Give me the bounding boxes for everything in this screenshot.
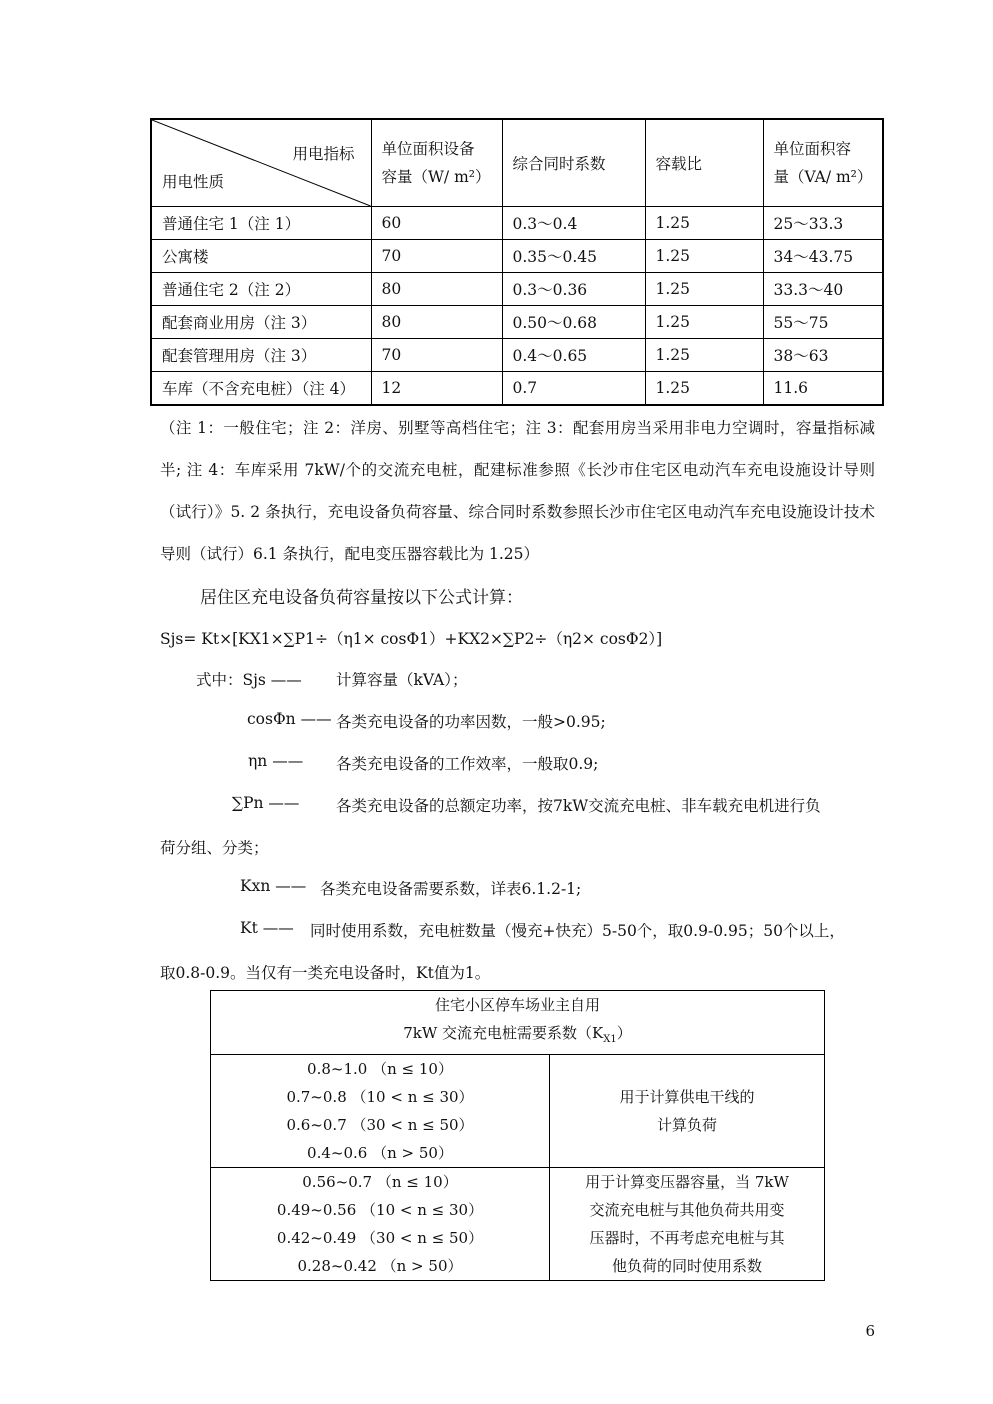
- load-index-table: [150, 118, 884, 406]
- group1-description: [550, 1055, 825, 1168]
- def-sjs-desc: 计算容量（kVA）；: [336, 671, 468, 689]
- table-cell: 80: [371, 306, 502, 339]
- def-pn-desc: 各类充电设备的总额定功率，按7kW交流充电桩、非车载充电机进行负: [336, 797, 821, 815]
- table-note: （注 1：一般住宅；注 2：洋房、别墅等高档住宅；注 3：配套用房当采用非电力空调时，容量指标减半; 注 4：车库采用 7kW/个的交流充电桩，配建标准参照《长沙市住宅区电动汽车充电设施设计导则（试行）》5. 2 条执行，充电设备负荷容量、综合同时系数参照长沙市住宅区电动汽车充电设施设计技术导则（试行）6.1 条执行，配电变压器容载比为 1.25）: [160, 419, 875, 563]
- table2-title-sub: X1: [603, 1034, 617, 1045]
- table-cell: 12: [371, 372, 502, 406]
- table-row: [151, 273, 883, 306]
- header-unit-capacity-line1: 单位面积设备: [381, 140, 475, 158]
- table2-title-line2: [211, 1019, 824, 1054]
- table2-title-text: 7kW 交流充电桩需要系数（K: [403, 1024, 604, 1042]
- group1-factors: [211, 1055, 550, 1168]
- table-cell: 1.25: [645, 273, 763, 306]
- table-cell: 80: [371, 273, 502, 306]
- table2-title-line1: 住宅小区停车场业主自用: [434, 996, 600, 1014]
- table-row: [151, 207, 883, 240]
- table2-title: [211, 991, 825, 1055]
- table-cell: 11.6: [763, 372, 883, 406]
- table-cell: 普通住宅 1（注 1）: [151, 207, 371, 240]
- header-unit-capacity-line2: 容量（W/ m²）: [381, 168, 491, 186]
- header-usage-nature: 用电性质: [162, 173, 225, 191]
- table2-group2-row: [211, 1168, 825, 1281]
- formula: Sjs= Kt×[KX1×∑P1÷（η1× cosΦ1）+KX2×∑P2÷（η2× cosΦ2）]: [160, 630, 663, 648]
- def-kxn-desc: 各类充电设备需要系数，详表6.1.2-1;: [320, 880, 582, 898]
- header-unit-capacity: [371, 119, 502, 207]
- factor-line: 他负荷的同时使用系数: [611, 1257, 762, 1275]
- table-cell: 0.3～0.36: [502, 273, 645, 306]
- def-cos-term: cosΦn ——: [247, 710, 332, 728]
- table-cell: 1.25: [645, 339, 763, 372]
- table-cell: 34～43.75: [763, 240, 883, 273]
- def-kxn-term: Kxn ——: [240, 877, 307, 895]
- header-simultaneity: 综合同时系数: [502, 119, 645, 207]
- table-cell: 0.3～0.4: [502, 207, 645, 240]
- table-cell: 70: [371, 339, 502, 372]
- table-cell: 普通住宅 2（注 2）: [151, 273, 371, 306]
- def-eta-desc: 各类充电设备的工作效率，一般取0.9;: [336, 755, 599, 773]
- def-pn-term: ∑Pn ——: [232, 794, 300, 812]
- factor-line: 0.7~0.8 （10 < n ≤ 30）: [286, 1088, 474, 1106]
- header-usage-index: 用电指标: [292, 145, 355, 163]
- table-row: [151, 240, 883, 273]
- table-header-row: [151, 119, 883, 207]
- factor-line: 0.28~0.42 （n > 50）: [297, 1257, 463, 1275]
- factor-line: 用于计算供电干线的: [619, 1088, 755, 1106]
- header-unit-area-capacity: [763, 119, 883, 207]
- def-kt-term: Kt ——: [240, 919, 294, 937]
- def-cos-desc: 各类充电设备的功率因数，一般>0.95;: [336, 713, 606, 731]
- factor-line: 0.8~1.0 （n ≤ 10）: [307, 1060, 453, 1078]
- formula-heading: 居住区充电设备负荷容量按以下公式计算：: [200, 588, 523, 608]
- table-cell: 0.4～0.65: [502, 339, 645, 372]
- table-cell: 车库（不含充电桩）（注 4）: [151, 372, 371, 406]
- table-cell: 配套商业用房（注 3）: [151, 306, 371, 339]
- table-cell: 0.7: [502, 372, 645, 406]
- group2-factors: [211, 1168, 550, 1281]
- table-cell: 33.3～40: [763, 273, 883, 306]
- factor-line: 0.6~0.7 （30 < n ≤ 50）: [286, 1116, 474, 1134]
- factor-line: 压器时，不再考虑充电桩与其: [589, 1229, 785, 1247]
- table-cell: 0.35～0.45: [502, 240, 645, 273]
- table-cell: 公寓楼: [151, 240, 371, 273]
- def-kt-cont: 取0.8-0.9。当仅有一类充电设备时，Kt值为1。: [160, 964, 491, 982]
- def-kt-desc: 同时使用系数，充电桩数量（慢充+快充）5-50个，取0.9-0.95；50个以上，: [310, 922, 845, 940]
- header-capacity-ratio: 容载比: [645, 119, 763, 207]
- table-cell: 38～63: [763, 339, 883, 372]
- table-cell: 1.25: [645, 240, 763, 273]
- table-row: [151, 372, 883, 406]
- table-cell: 1.25: [645, 306, 763, 339]
- table-cell: 0.50～0.68: [502, 306, 645, 339]
- header-unit-area-capacity-line1: 单位面积容: [773, 140, 852, 158]
- def-pn-cont: 荷分组、分类；: [160, 839, 269, 857]
- factor-line: 计算负荷: [656, 1116, 717, 1134]
- table-row: [151, 339, 883, 372]
- table-cell: 1.25: [645, 207, 763, 240]
- table-row: [151, 306, 883, 339]
- def-sjs-term: 式中：Sjs ——: [196, 671, 302, 689]
- table-body: [151, 207, 883, 406]
- def-eta-term: ηn ——: [248, 752, 304, 770]
- factor-line: 0.56~0.7 （n ≤ 10）: [302, 1173, 458, 1191]
- table2-title-end: ）: [616, 1024, 632, 1042]
- factor-line: 0.42~0.49 （30 < n ≤ 50）: [276, 1229, 484, 1247]
- table2-group1-row: [211, 1055, 825, 1168]
- page-number: 6: [865, 1322, 875, 1340]
- diagonal-header-cell: [151, 119, 371, 207]
- factor-line: 0.49~0.56 （10 < n ≤ 30）: [276, 1201, 484, 1219]
- table-cell: 60: [371, 207, 502, 240]
- table-cell: 配套管理用房（注 3）: [151, 339, 371, 372]
- factor-line: 交流充电桩与其他负荷共用变: [589, 1201, 785, 1219]
- factor-line: 用于计算变压器容量，当 7kW: [585, 1173, 789, 1191]
- table-cell: 1.25: [645, 372, 763, 406]
- group2-description: [550, 1168, 825, 1281]
- table-cell: 70: [371, 240, 502, 273]
- factor-line: 0.4~0.6 （n > 50）: [307, 1144, 453, 1162]
- table2-title-row: [211, 991, 825, 1055]
- header-unit-area-capacity-line2: 量（VA/ m²）: [773, 168, 873, 186]
- table-cell: 25～33.3: [763, 207, 883, 240]
- demand-factor-table: [210, 990, 825, 1281]
- table-cell: 55～75: [763, 306, 883, 339]
